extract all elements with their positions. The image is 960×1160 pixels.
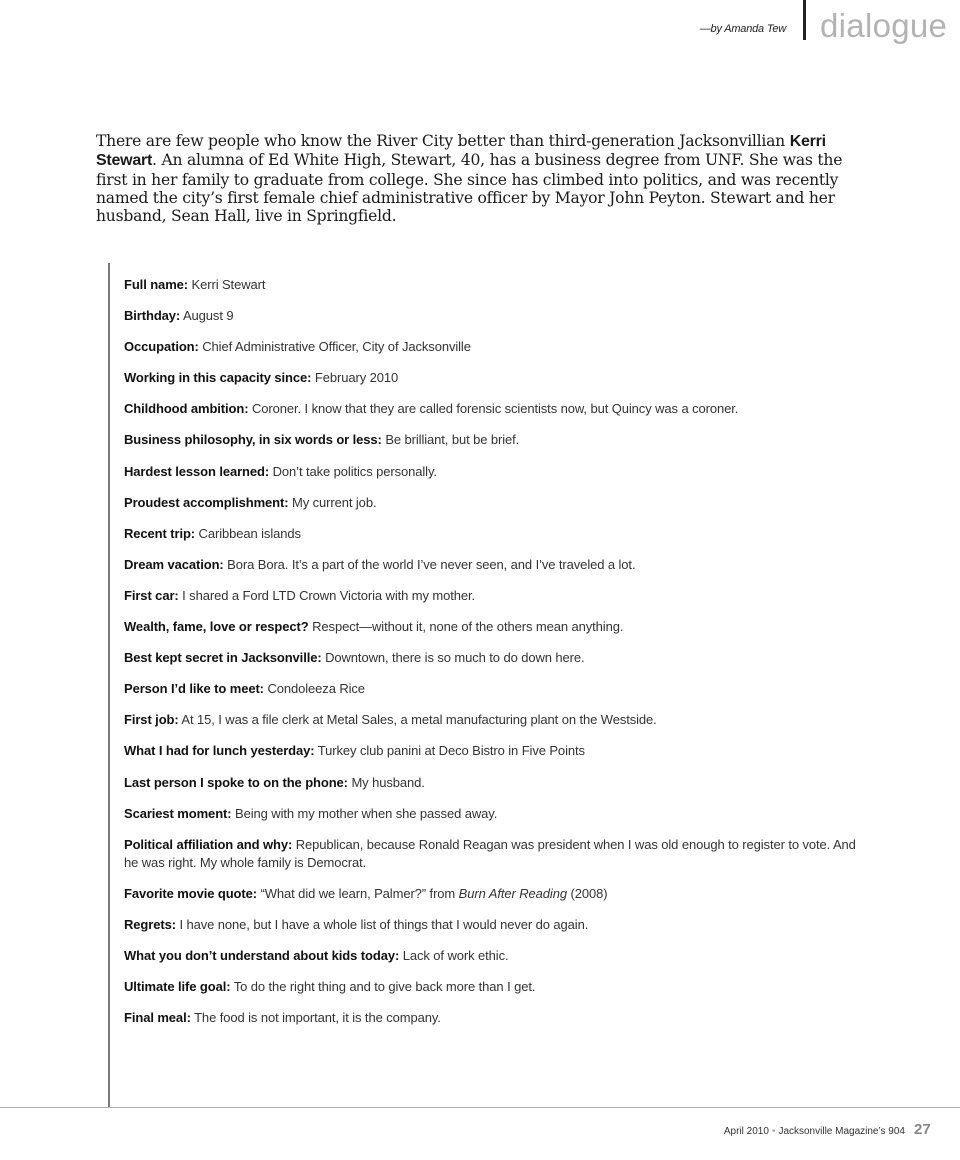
qa-answer: I have none, but I have a whole list of things that I would never do again.: [179, 916, 589, 932]
intro-lead: There are few people who know the River City better than third-generation Jacksonvillian: [96, 132, 790, 150]
qa-question: Political affiliation and why:: [124, 836, 293, 852]
byline: —by Amanda Tew: [699, 23, 786, 35]
qa-item: [124, 338, 864, 369]
qa-item: [124, 276, 864, 307]
qa-answer: Chief Administrative Officer, City of Jacksonville: [202, 339, 471, 355]
qa-answer: At 15, I was a file clerk at Metal Sales, a metal manufacturing plant on the Westside.: [181, 712, 657, 728]
subject-name: Kerri Stewart: [96, 133, 826, 170]
qa-question: Dream vacation:: [124, 556, 224, 572]
qa-question: Best kept secret in Jacksonville:: [124, 650, 322, 666]
qa-answer-tail: (2008): [566, 885, 608, 901]
qa-list: [124, 276, 864, 1040]
qa-question: Final meal:: [124, 1010, 191, 1026]
qa-question: Ultimate life goal:: [124, 979, 231, 995]
qa-answer: Respect—without it, none of the others mean anything.: [312, 619, 624, 635]
qa-question: Occupation:: [124, 339, 199, 355]
qa-answer: Caribbean islands: [198, 525, 301, 541]
qa-question: Proudest accomplishment:: [124, 494, 289, 510]
qa-item: [124, 525, 864, 556]
qa-question: Recent trip:: [124, 525, 196, 541]
page-header: [0, 0, 960, 60]
qa-question: Regrets:: [124, 916, 176, 932]
qa-question: Last person I spoke to on the phone:: [124, 774, 348, 790]
qa-question: First job:: [124, 712, 179, 728]
intro-paragraph: [96, 132, 876, 225]
qa-question: Childhood ambition:: [124, 401, 249, 417]
qa-question: Favorite movie quote:: [124, 885, 257, 901]
qa-answer: February 2010: [314, 370, 399, 386]
qa-item: [124, 494, 864, 525]
qa-question: Full name:: [124, 277, 189, 292]
qa-item: [124, 1009, 864, 1040]
qa-question: Person I’d like to meet:: [124, 681, 264, 697]
qa-answer: To do the right thing and to give back more than I get.: [233, 979, 536, 995]
qa-answer: Lack of work ethic.: [402, 947, 509, 963]
page-footer: [724, 1126, 905, 1137]
qa-item: [124, 680, 864, 711]
section-title: dialogue: [820, 7, 948, 44]
qa-answer: I shared a Ford LTD Crown Victoria with my mother.: [182, 587, 476, 603]
footer-divider: [0, 1107, 960, 1108]
movie-title: Burn After Reading: [458, 885, 567, 901]
qa-question: Working in this capacity since:: [124, 370, 312, 386]
qa-question: What I had for lunch yesterday:: [124, 743, 315, 759]
qa-question: Scariest moment:: [124, 805, 232, 821]
qa-item: [124, 947, 864, 978]
intro-rest: . An alumna of Ed White High, Stewart, 40, has a business degree from UNF. She was the first in her family to graduate from college. She since has climbed into politics, and was recently named the city’s first female chief administrative officer by Mayor John Peyton. Stewart and her husband, Sean Hall, live in Springfield.: [96, 151, 843, 226]
qa-vertical-rule: [108, 263, 110, 1108]
qa-item: [124, 978, 864, 1009]
issue-date: April 2010: [723, 1126, 769, 1137]
qa-answer: Be brilliant, but be brief.: [385, 432, 520, 448]
qa-item: [124, 836, 864, 885]
qa-question: First car:: [124, 587, 179, 603]
qa-question: Hardest lesson learned:: [124, 463, 270, 479]
qa-item: [124, 431, 864, 462]
qa-item: [124, 711, 864, 742]
qa-question: Business philosophy, in six words or less:: [124, 432, 382, 448]
qa-answer: Coroner. I know that they are called forensic scientists now, but Quincy was a coroner.: [251, 401, 739, 417]
qa-item: [124, 618, 864, 649]
qa-answer: Republican, because Ronald Reagan was president when I was old enough to register to vote. And he was right. My whole family is Democrat.: [124, 836, 856, 870]
qa-item: [124, 587, 864, 618]
qa-answer: Turkey club panini at Deco Bistro in Five Points: [317, 743, 585, 759]
separator-dot: •: [771, 1126, 776, 1137]
qa-answer-text: “What did we learn, Palmer?” from: [260, 885, 459, 901]
qa-item: [124, 369, 864, 400]
qa-question: Birthday:: [124, 308, 181, 324]
qa-answer: August 9: [182, 308, 234, 324]
qa-answer: Don’t take politics personally.: [272, 463, 437, 479]
qa-answer: Bora Bora. It’s a part of the world I’ve never seen, and I’ve traveled a lot.: [227, 556, 636, 572]
magazine-name: Jacksonville Magazine’s 904: [778, 1126, 905, 1137]
qa-item: [124, 463, 864, 494]
qa-answer: Downtown, there is so much to do down here.: [325, 650, 585, 666]
qa-item: [124, 742, 864, 773]
qa-answer: [261, 886, 608, 901]
qa-item: [124, 774, 864, 805]
qa-answer: Condoleeza Rice: [267, 681, 365, 697]
qa-item: [124, 400, 864, 431]
qa-item: [124, 885, 864, 916]
qa-answer: My husband.: [351, 774, 425, 790]
qa-item: [124, 649, 864, 680]
qa-item: [124, 805, 864, 836]
page-number: 27: [914, 1121, 931, 1138]
qa-answer: The food is not important, it is the company.: [194, 1010, 441, 1026]
qa-item: [124, 307, 864, 338]
header-divider: [803, 0, 806, 40]
qa-question: What you don’t understand about kids today:: [124, 947, 400, 963]
qa-item: [124, 916, 864, 947]
qa-item: [124, 556, 864, 587]
qa-answer: My current job.: [291, 494, 377, 510]
qa-question: Wealth, fame, love or respect?: [124, 619, 309, 635]
qa-answer: Kerri Stewart: [191, 277, 266, 292]
qa-answer: Being with my mother when she passed away.: [235, 805, 498, 821]
